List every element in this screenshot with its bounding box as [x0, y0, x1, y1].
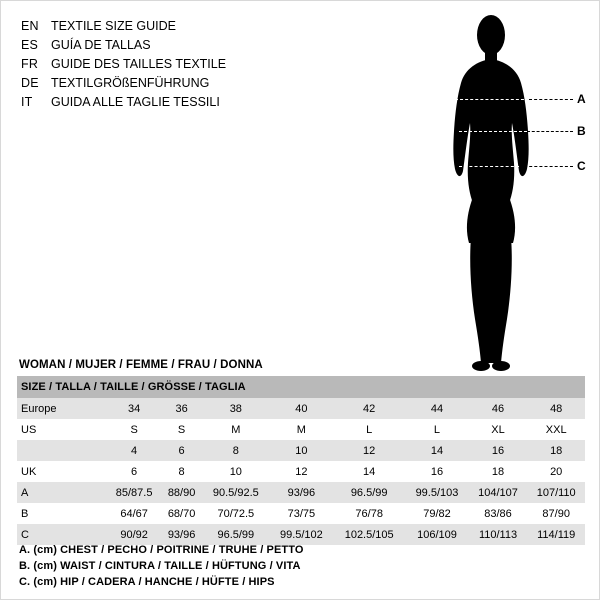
language-row: [21, 93, 351, 112]
cell: XL: [469, 419, 528, 440]
cell: 14: [333, 461, 405, 482]
measure-label-c: C: [577, 159, 586, 173]
table-row: [17, 440, 585, 461]
measure-line-a-outer: [529, 99, 573, 100]
table-header-label: SIZE / TALLA / TAILLE / GRÖSSE / TAGLIA: [17, 376, 585, 398]
language-row: [21, 74, 351, 93]
language-row: [21, 36, 351, 55]
row-label: C: [17, 524, 107, 545]
language-title: GUIDE DES TAILLES TEXTILE: [51, 57, 227, 71]
measure-label-a: A: [577, 92, 586, 106]
measure-line-c-inner: [459, 166, 519, 167]
cell: 64/67: [107, 503, 161, 524]
cell: 87/90: [527, 503, 585, 524]
cell: 8: [161, 461, 202, 482]
cell: 83/86: [469, 503, 528, 524]
cell: 14: [405, 440, 468, 461]
cell: 99.5/103: [405, 482, 468, 503]
language-title-block: [21, 17, 351, 112]
cell: 90.5/92.5: [202, 482, 270, 503]
cell: L: [333, 419, 405, 440]
language-code: EN: [21, 19, 39, 33]
cell: 107/110: [527, 482, 585, 503]
cell: 16: [405, 461, 468, 482]
cell: 12: [333, 440, 405, 461]
cell: 36: [161, 398, 202, 419]
cell: 34: [107, 398, 161, 419]
cell: M: [202, 419, 270, 440]
table-row: [17, 482, 585, 503]
cell: 38: [202, 398, 270, 419]
language-code: FR: [21, 57, 39, 71]
table-row: [17, 503, 585, 524]
size-table-section: [17, 359, 585, 545]
language-title: GUÍA DE TALLAS: [51, 38, 151, 52]
cell: 104/107: [469, 482, 528, 503]
measure-line-c-outer: [519, 166, 573, 167]
gender-heading: WOMAN / MUJER / FEMME / FRAU / DONNA: [19, 359, 263, 371]
cell: S: [161, 419, 202, 440]
cell: 93/96: [270, 482, 333, 503]
table-row: [17, 419, 585, 440]
cell: 12: [270, 461, 333, 482]
cell: 42: [333, 398, 405, 419]
woman-silhouette-icon: [401, 7, 591, 377]
language-row: [21, 17, 351, 36]
cell: 110/113: [469, 524, 528, 545]
cell: 6: [107, 461, 161, 482]
row-label: B: [17, 503, 107, 524]
cell: 6: [161, 440, 202, 461]
language-title: GUIDA ALLE TAGLIE TESSILI: [51, 95, 220, 109]
cell: 40: [270, 398, 333, 419]
size-table: [17, 376, 585, 545]
measure-line-b-outer: [527, 131, 573, 132]
cell: 18: [469, 461, 528, 482]
language-code: ES: [21, 38, 39, 52]
cell: 44: [405, 398, 468, 419]
cell: 96.5/99: [202, 524, 270, 545]
row-label: A: [17, 482, 107, 503]
cell: 68/70: [161, 503, 202, 524]
row-label: UK: [17, 461, 107, 482]
measure-label-b: B: [577, 124, 586, 138]
cell: 73/75: [270, 503, 333, 524]
row-label: [17, 440, 107, 461]
cell: L: [405, 419, 468, 440]
language-title: TEXTILGRÖßENFÜHRUNG: [51, 76, 210, 90]
cell: 90/92: [107, 524, 161, 545]
cell: 93/96: [161, 524, 202, 545]
language-row: [21, 55, 351, 74]
table-header-row: [17, 376, 585, 398]
cell: 96.5/99: [333, 482, 405, 503]
cell: S: [107, 419, 161, 440]
note-c: C. (cm) HIP / CADERA / HANCHE / HÜFTE / HIPS: [19, 576, 275, 588]
measurement-notes: [19, 542, 579, 590]
language-code: DE: [21, 76, 39, 90]
cell: 79/82: [405, 503, 468, 524]
cell: 114/119: [527, 524, 585, 545]
note-a: A. (cm) CHEST / PECHO / POITRINE / TRUHE / PETTO: [19, 544, 304, 556]
cell: 18: [527, 440, 585, 461]
cell: 20: [527, 461, 585, 482]
table-row: [17, 398, 585, 419]
language-title: TEXTILE SIZE GUIDE: [51, 19, 177, 33]
cell: XXL: [527, 419, 585, 440]
cell: 8: [202, 440, 270, 461]
language-code: IT: [21, 95, 33, 109]
cell: 70/72.5: [202, 503, 270, 524]
cell: 10: [270, 440, 333, 461]
cell: 88/90: [161, 482, 202, 503]
cell: 10: [202, 461, 270, 482]
measure-line-b-inner: [459, 131, 527, 132]
cell: 99.5/102: [270, 524, 333, 545]
cell: 106/109: [405, 524, 468, 545]
cell: 16: [469, 440, 528, 461]
cell: 4: [107, 440, 161, 461]
measure-line-a-inner: [455, 99, 529, 100]
woman-silhouette-figure: [401, 7, 591, 377]
note-b: B. (cm) WAIST / CINTURA / TAILLE / HÜFTUNG / VITA: [19, 560, 301, 572]
row-label: US: [17, 419, 107, 440]
cell: M: [270, 419, 333, 440]
table-row: [17, 461, 585, 482]
cell: 102.5/105: [333, 524, 405, 545]
cell: 46: [469, 398, 528, 419]
cell: 76/78: [333, 503, 405, 524]
row-label: Europe: [17, 398, 107, 419]
cell: 48: [527, 398, 585, 419]
cell: 85/87.5: [107, 482, 161, 503]
